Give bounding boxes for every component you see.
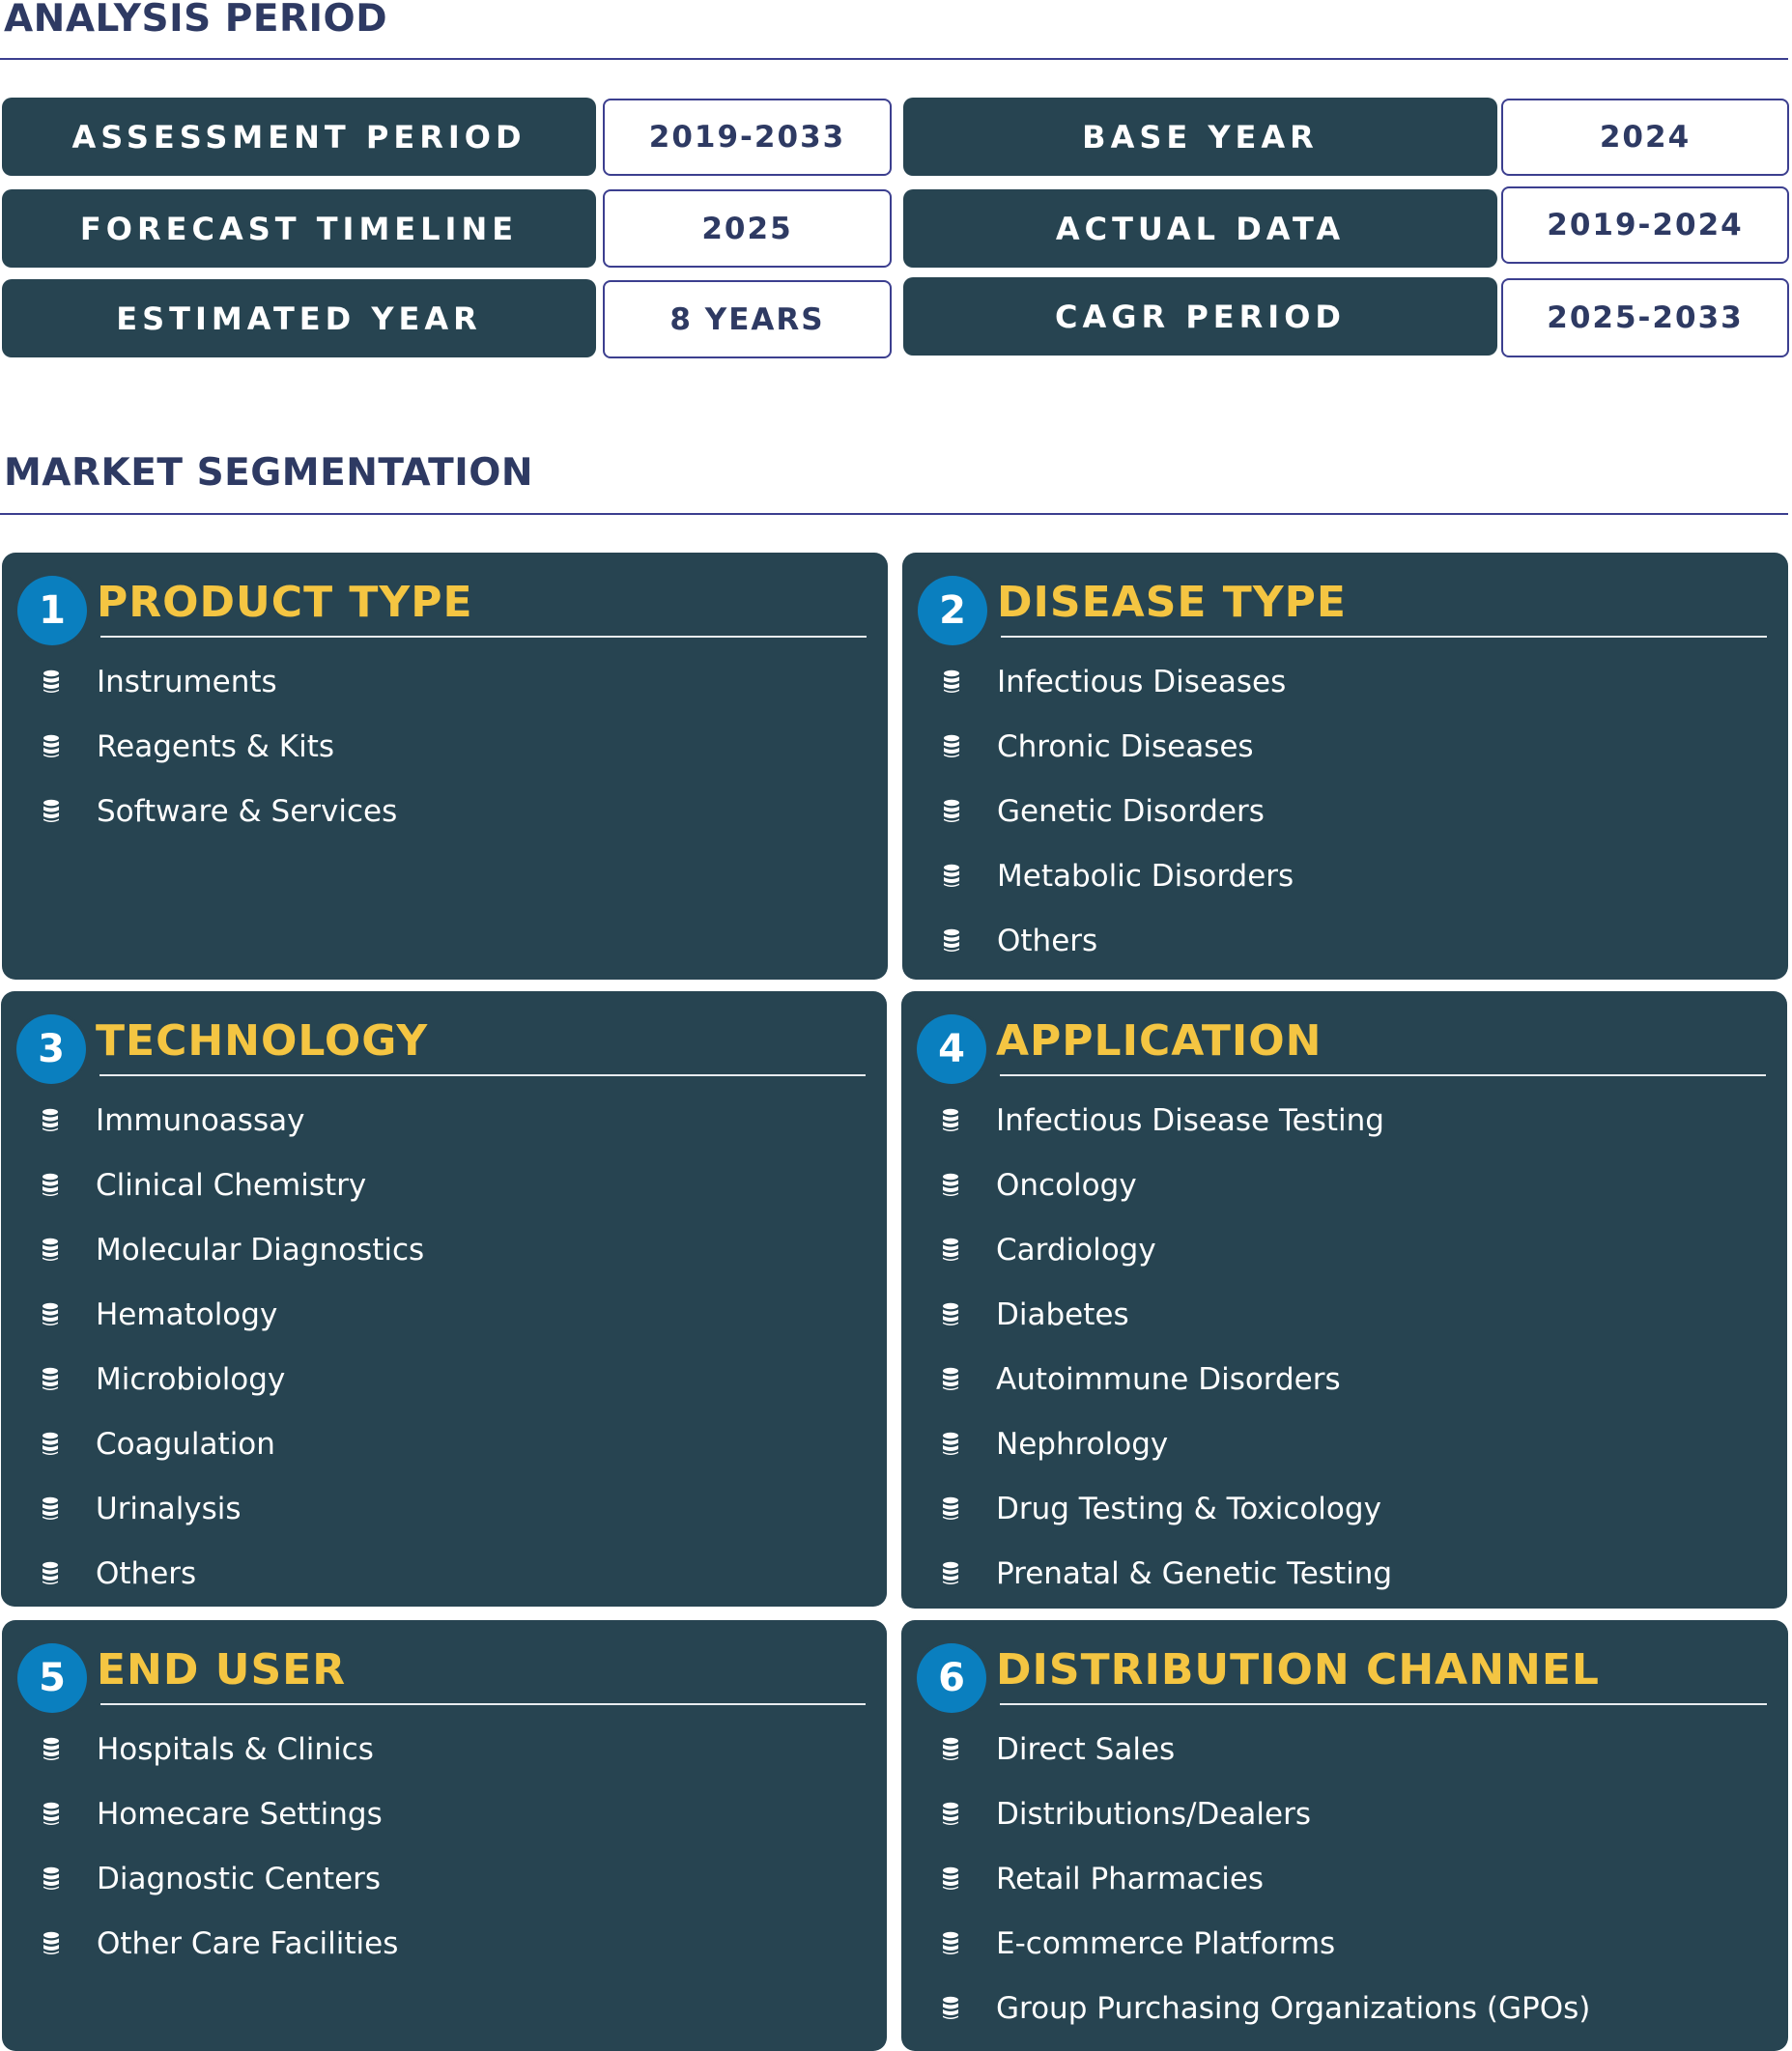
database-icon	[942, 1432, 959, 1457]
segment-item-label: Hospitals & Clinics	[97, 1731, 374, 1767]
database-icon	[943, 734, 960, 759]
segment-item-label: Prenatal & Genetic Testing	[996, 1555, 1393, 1591]
segment-item-label: Diagnostic Centers	[97, 1861, 382, 1896]
segment-item-label: Diabetes	[996, 1296, 1129, 1332]
database-icon	[43, 1737, 60, 1762]
database-icon	[942, 1866, 959, 1892]
segment-item-label: Molecular Diagnostics	[96, 1232, 425, 1268]
segment-item	[942, 1347, 1778, 1411]
segment-item-label: Hematology	[96, 1296, 278, 1332]
segment-item	[943, 779, 1778, 843]
segment-title-underline	[1000, 1703, 1767, 1705]
segment-item	[43, 649, 878, 714]
database-icon	[43, 1802, 60, 1827]
segment-item	[943, 908, 1778, 973]
segment-item	[942, 1541, 1778, 1606]
database-icon	[942, 1302, 959, 1327]
segment-title-underline	[1001, 636, 1767, 638]
segment-number-badge: 4	[917, 1014, 986, 1084]
database-icon	[942, 1238, 959, 1263]
base-year-value: 2024	[1501, 99, 1789, 176]
segment-item-label: Infectious Disease Testing	[996, 1102, 1384, 1138]
segment-item-label: Other Care Facilities	[97, 1925, 399, 1961]
segment-item	[942, 1476, 1778, 1541]
analysis-period-title: ANALYSIS PERIOD	[4, 0, 388, 41]
segment-item	[43, 1717, 877, 1781]
segment-item	[942, 1717, 1778, 1781]
segment-card-product-type	[2, 553, 888, 980]
segment-number-badge: 2	[918, 576, 987, 645]
analysis-divider	[0, 58, 1788, 60]
database-icon	[942, 1931, 959, 1956]
segment-title-underline	[100, 1703, 866, 1705]
database-icon	[43, 1931, 60, 1956]
segment-item-label: Nephrology	[996, 1426, 1169, 1462]
segment-item-label: Genetic Disorders	[997, 793, 1265, 829]
actual-data-value: 2019-2024	[1501, 186, 1789, 264]
segment-item-label: Cardiology	[996, 1232, 1156, 1268]
segment-number-badge: 3	[16, 1014, 86, 1084]
database-icon	[42, 1108, 59, 1133]
segment-number-badge: 6	[917, 1643, 986, 1713]
cagr-period-label: CAGR PERIOD	[903, 277, 1497, 356]
segment-item-list	[42, 1088, 877, 1606]
segment-item	[42, 1088, 877, 1153]
segment-card-distribution-channel	[901, 1620, 1788, 2051]
assessment-period-value: 2019-2033	[603, 99, 892, 176]
segment-card-application	[901, 991, 1787, 1609]
estimated-year-label: ESTIMATED YEAR	[2, 279, 596, 357]
segment-item-label: Clinical Chemistry	[96, 1167, 367, 1203]
segment-item-label: Chronic Diseases	[997, 728, 1254, 764]
segment-item	[43, 779, 878, 843]
segment-item	[942, 1217, 1778, 1282]
segment-title: APPLICATION	[996, 1016, 1323, 1066]
segment-item	[43, 1781, 877, 1846]
segment-item-label: Instruments	[97, 664, 277, 699]
segment-card-technology	[1, 991, 887, 1607]
segment-item	[42, 1476, 877, 1541]
segment-title: DISTRIBUTION CHANNEL	[996, 1645, 1600, 1695]
segment-item-label: Others	[96, 1555, 197, 1591]
database-icon	[942, 1561, 959, 1586]
database-icon	[942, 1802, 959, 1827]
database-icon	[43, 669, 60, 695]
database-icon	[942, 1367, 959, 1392]
segment-item	[42, 1541, 877, 1606]
segment-item	[943, 843, 1778, 908]
segment-item-label: Others	[997, 923, 1098, 958]
segment-item	[42, 1282, 877, 1347]
database-icon	[43, 734, 60, 759]
segment-item-list	[43, 649, 878, 843]
segment-title-underline	[100, 636, 867, 638]
segment-title-underline	[1000, 1074, 1766, 1076]
segment-item-label: Homecare Settings	[97, 1796, 383, 1832]
segment-item	[942, 1088, 1778, 1153]
segment-item-list	[43, 1717, 877, 1976]
segment-item	[942, 1153, 1778, 1217]
segment-item	[42, 1217, 877, 1282]
database-icon	[42, 1496, 59, 1522]
segment-item-list	[943, 649, 1778, 973]
segment-item	[942, 1411, 1778, 1476]
segment-item-label: Reagents & Kits	[97, 728, 335, 764]
segment-number-badge: 5	[17, 1643, 87, 1713]
segment-item-list	[942, 1088, 1778, 1606]
segment-card-end-user	[2, 1620, 887, 2051]
segment-item	[942, 1781, 1778, 1846]
segment-title: PRODUCT TYPE	[97, 578, 473, 627]
database-icon	[42, 1561, 59, 1586]
segment-item	[942, 1976, 1778, 2040]
forecast-timeline-value: 2025	[603, 189, 892, 268]
database-icon	[943, 799, 960, 824]
database-icon	[42, 1238, 59, 1263]
segment-item	[42, 1153, 877, 1217]
segment-title: TECHNOLOGY	[96, 1016, 429, 1066]
assessment-period-label: ASSESSMENT PERIOD	[2, 98, 596, 176]
database-icon	[42, 1432, 59, 1457]
database-icon	[42, 1173, 59, 1198]
segment-item	[43, 714, 878, 779]
segment-title: DISEASE TYPE	[997, 578, 1347, 627]
database-icon	[43, 1866, 60, 1892]
segmentation-divider	[0, 513, 1788, 515]
market-segmentation-title: MARKET SEGMENTATION	[4, 451, 534, 495]
estimated-year-value: 8 YEARS	[603, 280, 892, 358]
database-icon	[942, 1496, 959, 1522]
segment-item	[943, 714, 1778, 779]
segment-item	[43, 1846, 877, 1911]
segment-item	[42, 1347, 877, 1411]
segment-item-label: Coagulation	[96, 1426, 275, 1462]
segment-number-badge: 1	[17, 576, 87, 645]
segment-item-label: Direct Sales	[996, 1731, 1176, 1767]
segment-item-label: Metabolic Disorders	[997, 858, 1294, 894]
database-icon	[42, 1367, 59, 1392]
database-icon	[42, 1302, 59, 1327]
actual-data-label: ACTUAL DATA	[903, 189, 1497, 268]
segment-title-underline	[100, 1074, 866, 1076]
base-year-label: BASE YEAR	[903, 98, 1497, 176]
cagr-period-value: 2025-2033	[1501, 278, 1789, 357]
database-icon	[943, 928, 960, 954]
segment-item	[942, 1282, 1778, 1347]
database-icon	[43, 799, 60, 824]
segment-item	[43, 1911, 877, 1976]
database-icon	[942, 1108, 959, 1133]
database-icon	[943, 669, 960, 695]
segment-item	[942, 1911, 1778, 1976]
segment-item-label: Oncology	[996, 1167, 1137, 1203]
segment-item	[943, 649, 1778, 714]
segment-card-disease-type	[902, 553, 1788, 980]
segment-item-label: Microbiology	[96, 1361, 286, 1397]
segment-item-list	[942, 1717, 1778, 2040]
segment-title: END USER	[97, 1645, 347, 1695]
database-icon	[942, 1996, 959, 2021]
segment-item	[42, 1411, 877, 1476]
database-icon	[942, 1173, 959, 1198]
forecast-timeline-label: FORECAST TIMELINE	[2, 189, 596, 268]
segment-item-label: E-commerce Platforms	[996, 1925, 1336, 1961]
segment-item-label: Software & Services	[97, 793, 398, 829]
segment-item-label: Retail Pharmacies	[996, 1861, 1265, 1896]
segment-item-label: Immunoassay	[96, 1102, 305, 1138]
segment-item	[942, 1846, 1778, 1911]
segment-item-label: Infectious Diseases	[997, 664, 1287, 699]
segment-item-label: Drug Testing & Toxicology	[996, 1491, 1381, 1526]
segment-item-label: Autoimmune Disorders	[996, 1361, 1341, 1397]
database-icon	[943, 864, 960, 889]
database-icon	[942, 1737, 959, 1762]
segment-item-label: Group Purchasing Organizations (GPOs)	[996, 1990, 1591, 2026]
segment-item-label: Urinalysis	[96, 1491, 242, 1526]
segment-item-label: Distributions/Dealers	[996, 1796, 1311, 1832]
